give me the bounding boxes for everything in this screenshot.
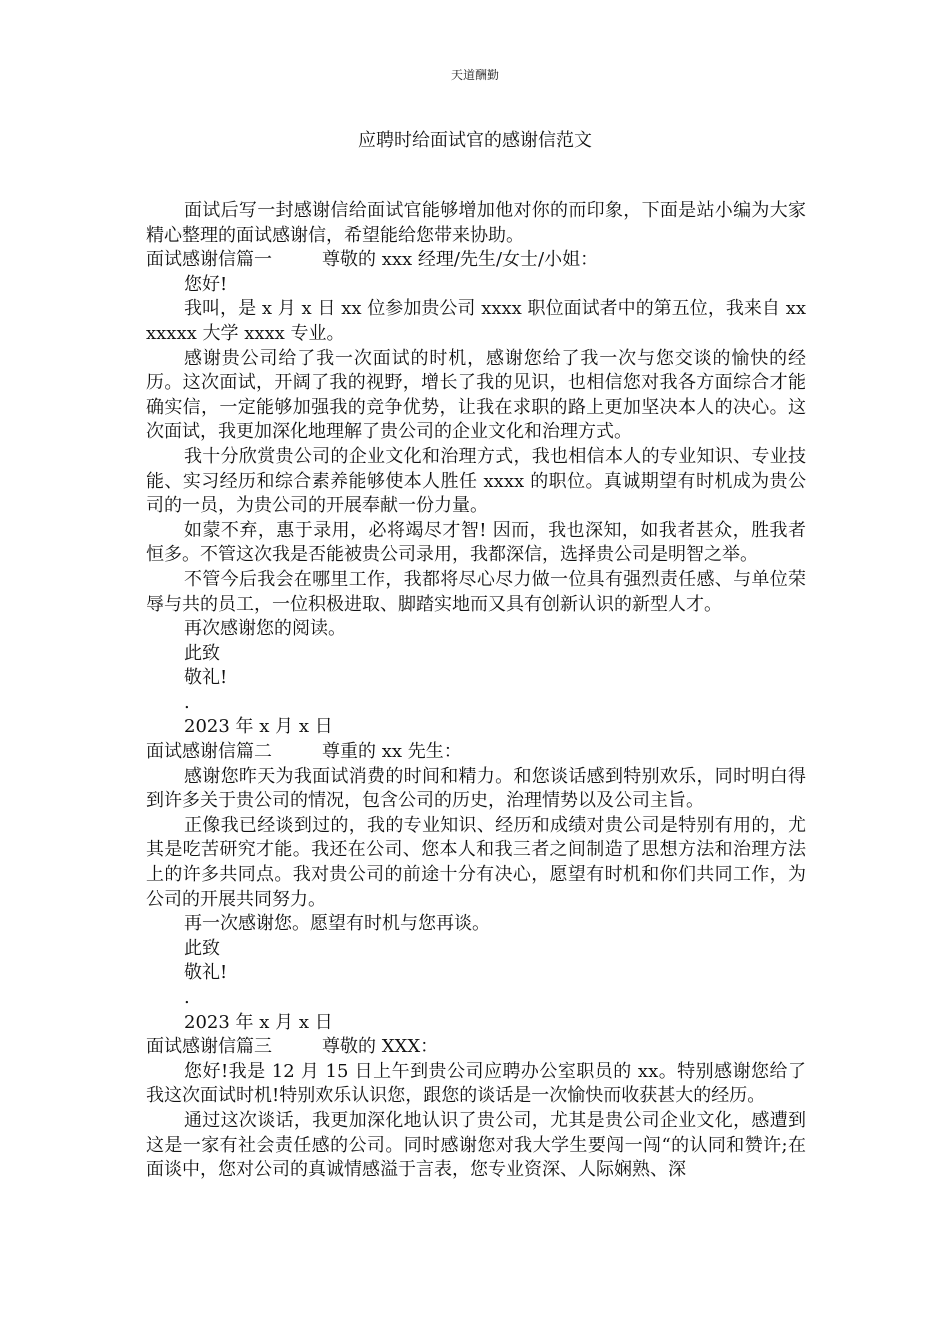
letter-heading [146,740,806,765]
body-paragraph: 不管今后我会在哪里工作，我都将尽心尽力做一位具有强烈责任感、与单位荣辱与共的员工，一位积极进取、脚踏实地而又具有创新认识的新型人才。 [146,568,806,615]
letter-heading [146,1035,806,1060]
body-paragraph: 您好!我是 12 月 15 日上午到贵公司应聘办公室职员的 xx。特别感谢您给了我这次面试时机!特别欢乐认识您，跟您的谈话是一次愉快而收获甚大的经历。 [146,1060,806,1107]
letter-heading [146,248,806,273]
page-header: 天道酬勤 [450,68,499,82]
body-paragraph: 再次感谢您的阅读。 [184,618,346,640]
body-paragraph: 敬礼! [184,667,228,689]
body-paragraph: 再一次感谢您。愿望有时机与您再谈。 [184,913,490,935]
section-heading: 面试感谢信篇一 [146,249,272,271]
body-paragraph: 敬礼! [184,962,228,984]
section-heading: 面试感谢信篇三 [146,1036,272,1058]
body-paragraph: . [184,987,190,1008]
salutation: 尊重的 xx 先生： [322,741,462,763]
body-paragraph: 此致 [184,642,220,664]
body-paragraph: 面试后写一封感谢信给面试官能够增加他对你的而印象，下面是站小编为大家精心整理的面试感谢信，希望能给您带来协助。 [146,200,806,246]
body-paragraph: 2023 年 x 月 x 日 [184,716,333,738]
section-heading: 面试感谢信篇二 [146,741,272,763]
body-paragraph: 我叫，是 x 月 x 日 xx 位参加贵公司 xxxx 职位面试者中的第五位，我来自 xxxxxxx 大学 xxxx 专业。 [146,298,806,344]
body-paragraph: 2023 年 x 月 x 日 [184,1011,333,1033]
body-paragraph: 正像我已经谈到过的，我的专业知识、经历和成绩对贵公司是特别有用的，尤其是吃苦研究才能。我还在公司、您本人和我三者之间制造了思想方法和治理方法上的许多共同点。我对贵公司的前途十分有决心，愿望有时机和你们共同工作，为公司的开展共同努力。 [146,814,806,910]
body-paragraph: 通过这次谈话，我更加深化地认识了贵公司，尤其是贵公司企业文化，感遭到这是一家有社会责任感的公司。同时感谢您对我大学生要闯一闯“的认同和赞许;在面谈中，您对公司的真诚情感溢于言表，您专业资深、人际娴熟、深 [146,1109,806,1181]
letter-body [146,199,806,1183]
document-title: 应聘时给面试官的感谢信范文 [358,130,592,151]
salutation: 尊敬的 XXX： [322,1036,439,1058]
body-paragraph: 我十分欣赏贵公司的企业文化和治理方式，我也相信本人的专业知识、专业技能、实习经历和综合素养能够使本人胜任 xxxx 的职位。真诚期望有时机成为贵公司的一员，为贵公司的开展奉献一份力量。 [146,445,806,517]
body-paragraph: 此致 [184,937,220,959]
body-paragraph: . [184,691,190,713]
body-paragraph: 您好! [184,273,228,295]
salutation: 尊敬的 xxx 经理/先生/女士/小姐： [322,249,599,271]
body-paragraph: 感谢贵公司给了我一次面试的时机，感谢您给了我一次与您交谈的愉快的经历。这次面试，开阔了我的视野，增长了我的见识，也相信您对我各方面综合才能确实信，一定能够加强我的竞争优势，让我在求职的路上更加坚决本人的决心。这次面试，我更加深化地理解了贵公司的企业文化和治理方式。 [146,347,806,443]
body-paragraph: 如蒙不弃，惠于录用，必将竭尽才智! 因而，我也深知，如我者甚众，胜我者恒多。不管这次我是否能被贵公司录用，我都深信，选择贵公司是明智之举。 [146,519,806,566]
body-paragraph: 感谢您昨天为我面试消费的时间和精力。和您谈话感到特别欢乐，同时明白得到许多关于贵公司的情况，包含公司的历史，治理情势以及公司主旨。 [146,765,806,812]
